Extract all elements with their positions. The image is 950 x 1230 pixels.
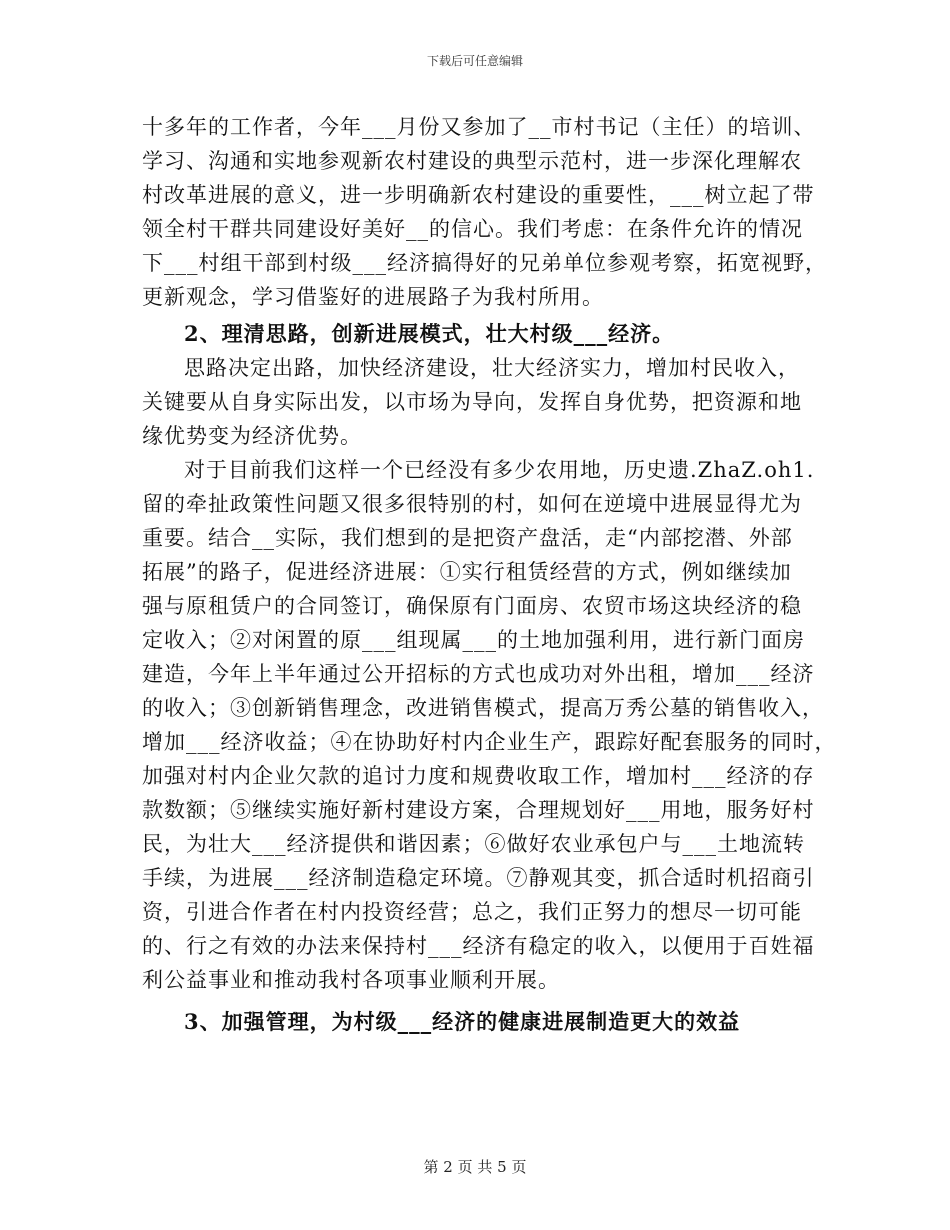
document-body: [142, 110, 837, 1039]
text-line: 建造，今年上半年通过公开招标的方式也成功对外出租，增加___经济: [142, 662, 815, 686]
text-line: 的、行之有效的办法来保持村___经济有稳定的收入，以便用于百姓福: [142, 934, 815, 958]
page-number: 第 2 页 共 5 页: [423, 1158, 527, 1176]
text-line: 关键要从自身实际出发，以市场为导向，发挥自身优势，把资源和地: [142, 390, 802, 414]
text-line: 民，为壮大___经济提供和谐因素；⑥做好农业承包户与___土地流转: [142, 832, 805, 856]
text-line: 款数额；⑤继续实施好新村建设方案，合理规划好___用地，服务好村: [142, 798, 815, 822]
text-line: 手续，为进展___经济制造稳定环境。⑦静观其变，抓合适时机招商引: [142, 866, 815, 890]
text-line: 定收入；②对闲置的原___组现属___的土地加强利用，进行新门面房: [142, 628, 805, 652]
paragraph-2: [142, 351, 814, 453]
header-note: 下载后可任意编辑: [426, 54, 523, 68]
text-line: 加强对村内企业欠款的追讨力度和规费收取工作，增加村___经济的存: [142, 764, 815, 788]
section-heading-2: 2、理清思路，创新进展模式，壮大村级___经济。: [184, 321, 675, 346]
paragraph-1: [142, 110, 827, 314]
text-line: 思路决定出路，加快经济建设，壮大经济实力，增加村民收入，: [184, 356, 800, 380]
text-line: 下___村组干部到村级___经济搞得好的兄弟单位参观考察，拓宽视野，: [142, 251, 827, 275]
text-line: 的收入；③创新销售理念，改进销售模式，提高万秀公墓的销售收入，: [142, 696, 824, 720]
text-line: 领全村干群共同建设好美好__的信心。我们考虑：在条件允许的情况: [142, 217, 803, 241]
text-line: 重要。结合__实际，我们想到的是把资产盘活，走“内部挖潜、外部: [142, 526, 793, 550]
text-line: 利公益事业和推动我村各项事业顺利开展。: [142, 968, 560, 992]
text-line: 学习、沟通和实地参观新农村建设的典型示范村，进一步深化理解农: [142, 149, 802, 173]
text-line: 强与原租赁户的合同签订，确保原有门面房、农贸市场这块经济的稳: [142, 594, 802, 618]
text-line: 对于目前我们这样一个已经没有多少农用地，历史遗.ZhaZ.oh1.: [184, 458, 815, 482]
paragraph-3: [142, 453, 837, 997]
text-line: 村改革进展的意义，进一步明确新农村建设的重要性，___树立起了带: [142, 183, 815, 207]
text-line: 拓展”的路子，促进经济进展：①实行租赁经营的方式，例如继续加: [142, 560, 792, 584]
text-line: 十多年的工作者，今年___月份又参加了__市村书记（主任）的培训、: [142, 115, 816, 139]
text-line: 缘优势变为经济优势。: [142, 424, 362, 448]
text-line: 增加___经济收益；④在协助好村内企业生产，跟踪好配套服务的同时，: [142, 730, 837, 754]
text-line: 资，引进合作者在村内投资经营；总之，我们正努力的想尽一切可能: [142, 900, 802, 924]
section-heading-3: 3、加强管理，为村级___经济的健康进展制造更大的效益: [184, 1009, 741, 1034]
text-line: 留的牵扯政策性问题又很多很特别的村，如何在逆境中进展显得尤为: [142, 492, 802, 516]
text-line: 更新观念，学习借鉴好的进展路子为我村所用。: [142, 285, 604, 309]
